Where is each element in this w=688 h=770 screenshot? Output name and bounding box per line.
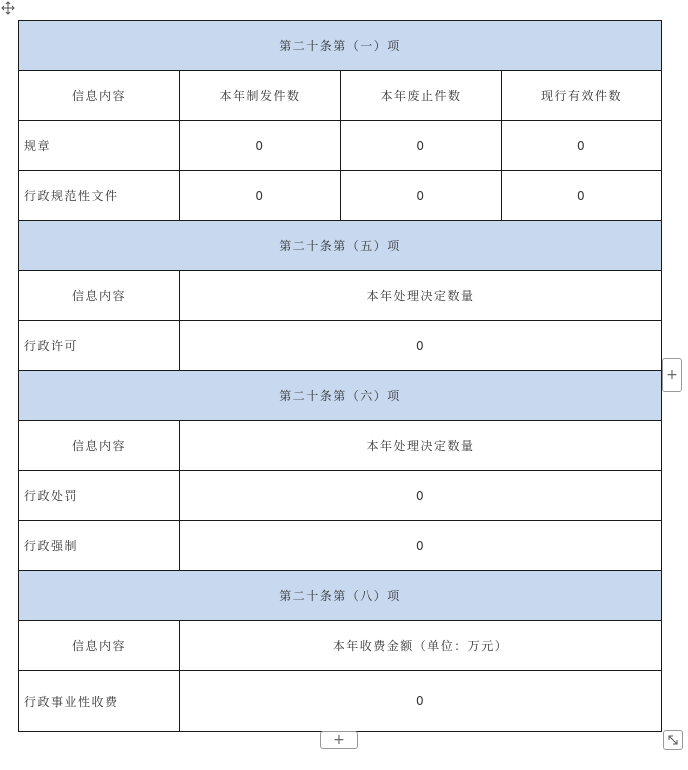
value-cell[interactable]: 0 (180, 521, 662, 571)
value-cell[interactable]: 0 (341, 121, 502, 171)
table-row (19, 171, 662, 221)
section-title[interactable]: 第二十条第（五）项 (19, 221, 662, 271)
table-resize-handle[interactable] (663, 730, 683, 750)
table-row (19, 121, 662, 171)
value-cell[interactable]: 0 (502, 121, 662, 171)
value-cell[interactable]: 0 (180, 171, 341, 221)
header-cell[interactable]: 本年处理决定数量 (180, 271, 662, 321)
table-row (19, 471, 662, 521)
header-cell[interactable]: 信息内容 (19, 621, 180, 671)
resize-icon (667, 734, 679, 746)
column-header-row (19, 71, 662, 121)
column-header-row (19, 271, 662, 321)
row-label-cell[interactable]: 行政处罚 (19, 471, 180, 521)
table-row (19, 321, 662, 371)
value-cell[interactable]: 0 (180, 671, 662, 732)
table-move-handle[interactable] (0, 0, 16, 16)
header-cell[interactable]: 信息内容 (19, 421, 180, 471)
section-title[interactable]: 第二十条第（一）项 (19, 21, 662, 71)
header-cell[interactable]: 本年收费金额（单位：万元） (180, 621, 662, 671)
header-cell[interactable]: 本年处理决定数量 (180, 421, 662, 471)
column-header-row (19, 621, 662, 671)
header-cell[interactable]: 本年制发件数 (180, 71, 341, 121)
header-cell[interactable]: 信息内容 (19, 71, 180, 121)
header-cell[interactable]: 信息内容 (19, 271, 180, 321)
table-row (19, 671, 662, 732)
section-header-row (19, 21, 662, 71)
section-header-row (19, 371, 662, 421)
row-label-cell[interactable]: 行政强制 (19, 521, 180, 571)
value-cell[interactable]: 0 (180, 121, 341, 171)
value-cell[interactable]: 0 (502, 171, 662, 221)
value-cell[interactable]: 0 (180, 321, 662, 371)
value-cell[interactable]: 0 (341, 171, 502, 221)
table-row (19, 521, 662, 571)
value-cell[interactable]: 0 (180, 471, 662, 521)
header-cell[interactable]: 本年废止件数 (341, 71, 502, 121)
section-title[interactable]: 第二十条第（六）项 (19, 371, 662, 421)
section-title[interactable]: 第二十条第（八）项 (19, 571, 662, 621)
header-cell[interactable]: 现行有效件数 (502, 71, 662, 121)
section-header-row (19, 221, 662, 271)
column-header-row (19, 421, 662, 471)
row-label-cell[interactable]: 行政规范性文件 (19, 171, 180, 221)
move-icon (1, 1, 15, 15)
row-label-cell[interactable]: 行政事业性收费 (19, 671, 180, 732)
row-label-cell[interactable]: 行政许可 (19, 321, 180, 371)
section-header-row (19, 571, 662, 621)
data-table (18, 20, 662, 732)
add-row-button[interactable]: + (320, 731, 358, 749)
add-column-button[interactable]: + (662, 358, 682, 392)
row-label-cell[interactable]: 规章 (19, 121, 180, 171)
